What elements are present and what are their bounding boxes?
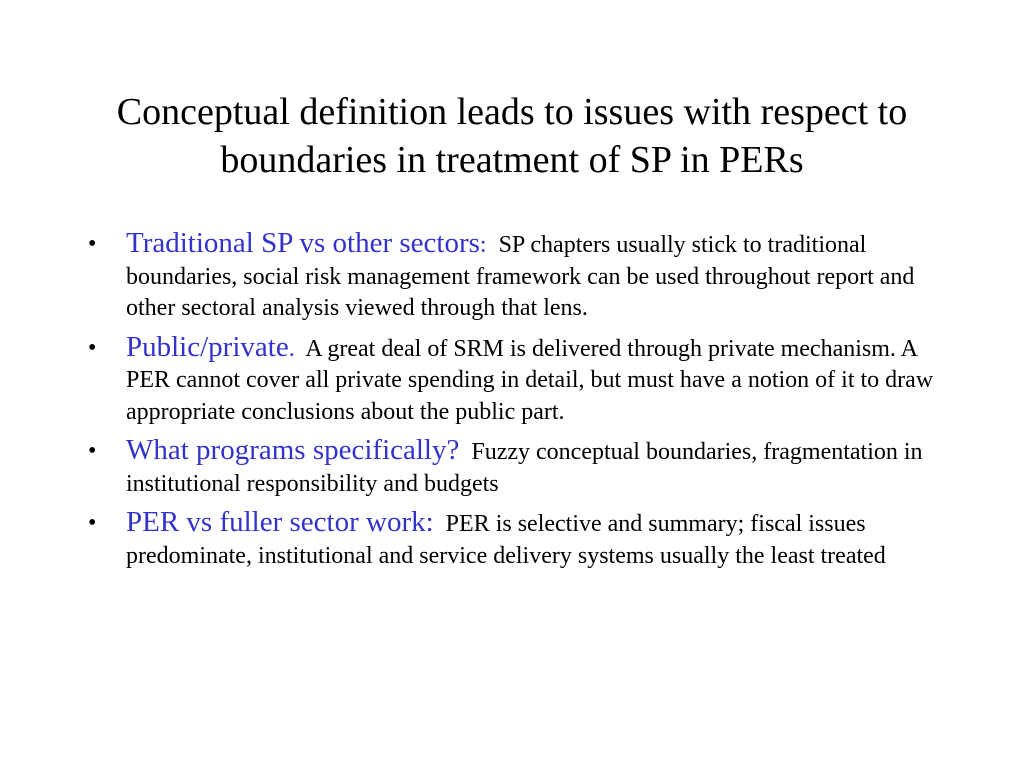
bullet-item <box>88 228 948 325</box>
bullet-body: SP chapters usually stick to traditional boundaries, social risk management framework can be used throughout report and other sectoral analysis viewed through that lens. <box>126 232 915 321</box>
bullet-dot-icon: • <box>88 438 97 464</box>
slide-title: Conceptual definition leads to issues with respect to boundaries in treatment of SP in PERs <box>116 91 908 181</box>
bullet-body: PER is selective and summary; fiscal issues predominate, institutional and service delivery systems usually the least treated <box>126 511 886 569</box>
bullet-lead-punct: : <box>479 232 487 258</box>
bullet-dot-icon: • <box>88 510 97 536</box>
bullet-body: A great deal of SRM is delivered through private mechanism. A PER cannot cover all private spending in detail, but must have a notion of it to draw appropriate conclusions about the public part. <box>126 335 934 425</box>
bullet-item <box>88 435 948 500</box>
bullet-lead: What programs specifically? <box>126 434 460 466</box>
bullet-dot-icon: • <box>88 334 97 361</box>
bullet-list <box>88 228 948 579</box>
bullet-body: Fuzzy conceptual boundaries, fragmentation in institutional responsibility and budgets <box>126 439 923 497</box>
bullet-dot-icon: • <box>88 231 97 257</box>
bullet-lead: PER vs fuller sector work: <box>126 506 434 538</box>
bullet-lead: Traditional SP vs other sectors <box>126 227 480 259</box>
bullet-item <box>88 332 948 429</box>
bullet-item <box>88 507 948 572</box>
bullet-lead-punct: . <box>288 335 295 362</box>
bullet-lead: Public/private <box>126 330 289 363</box>
